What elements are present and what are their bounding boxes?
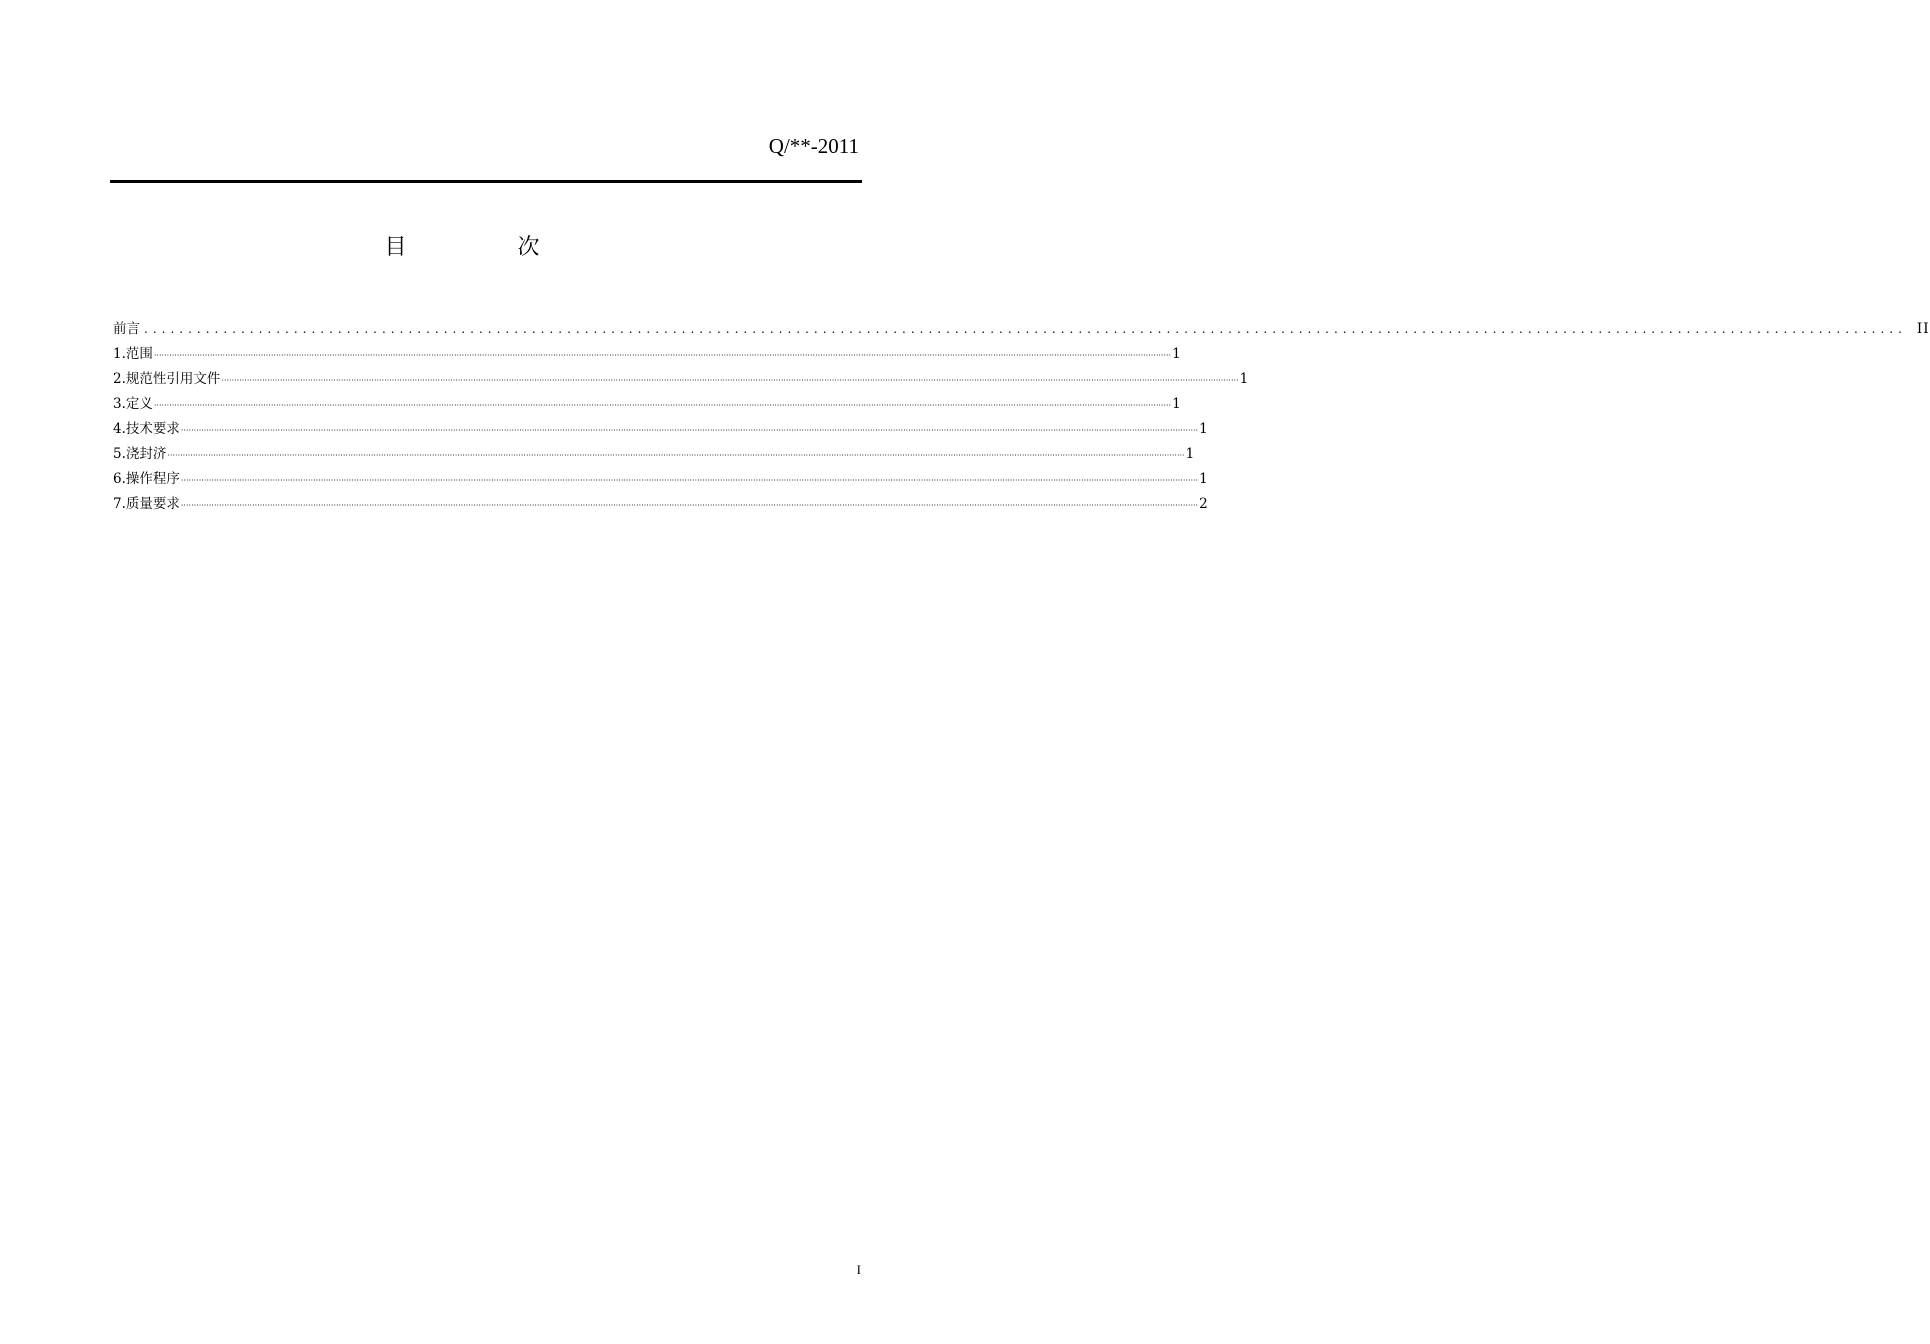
toc-leader-dots: ················································································································································································································································································································································································································ [180,501,1199,510]
toc-entry-label: 4.技术要求 [113,421,180,437]
toc-entry-page: 1 [1239,371,1249,387]
toc-entry-page: 1 [1199,471,1208,487]
toc-entry-normative-references[interactable] [113,367,1249,392]
toc-entry-quality-requirements[interactable] [113,492,1208,517]
toc-leader-dots: ················································································································································································································································································································································································································ [180,426,1199,435]
toc-entry-page: 1 [1199,421,1208,437]
toc-entry-label: 2.规范性引用文件 [113,371,221,387]
toc-entry-potting[interactable] [113,442,1195,467]
toc-entry-scope[interactable] [113,342,1181,367]
toc-entry-label: 3.定义 [113,396,153,412]
toc-entry-page: 1 [1172,396,1181,412]
toc-entry-page: II [1916,321,1930,337]
toc-entry-page: 1 [1185,446,1195,462]
toc-entry-label: 5.浇封济 [113,446,167,462]
table-of-contents [113,317,1930,517]
toc-leader-dots: ················································································································································································································································································································································································································ [180,476,1199,485]
toc-entry-technical-requirements[interactable] [113,417,1208,442]
toc-entry-foreword[interactable] [113,317,1930,342]
toc-leader-dots: ················································································································································································································································································································································································································ [153,351,1172,360]
toc-entry-label: 6.操作程序 [113,471,180,487]
page-number: I [856,1262,861,1277]
document-code: Q/**-2011 [768,134,859,158]
toc-entry-label: 1.范围 [113,346,153,362]
toc-leader-dots: ················································································································································································································································································································································································································ [153,401,1172,410]
toc-leader-dots: ················································································································································································································································································································································································································ [221,376,1239,385]
header-rule [110,180,862,183]
toc-leader-dots: ........................................................................................................................................................................................................ [144,322,1907,336]
toc-entry-label: 7.质量要求 [113,496,180,512]
toc-entry-label: 前言 [113,321,140,337]
toc-entry-page: 1 [1172,346,1181,362]
toc-title: 目 次 [384,235,592,260]
toc-leader-dots: ················································································································································································································································································································································································································ [167,451,1185,460]
toc-entry-page: 2 [1199,496,1208,512]
toc-entry-definitions[interactable] [113,392,1181,417]
toc-entry-operating-procedure[interactable] [113,467,1208,492]
